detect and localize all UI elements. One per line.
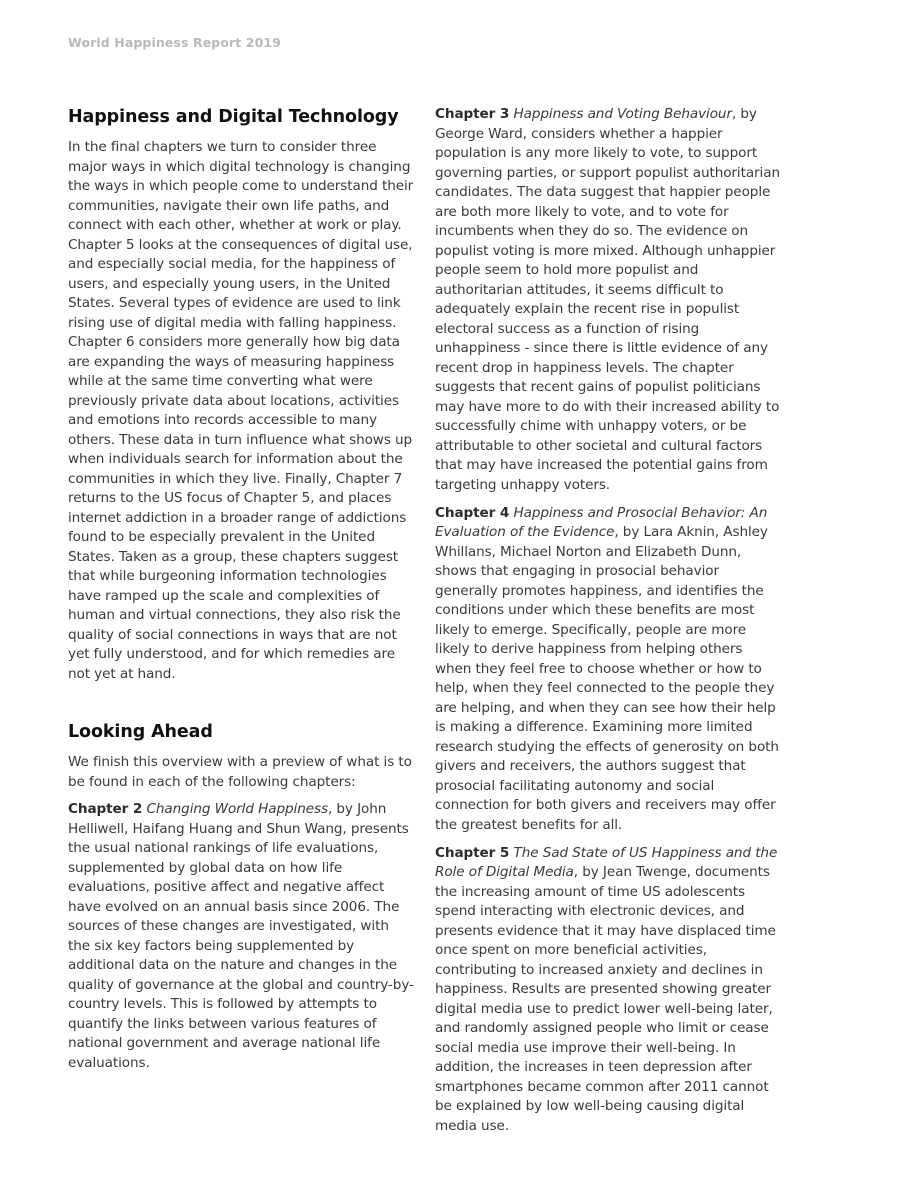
chapter-3-summary	[435, 105, 781, 495]
chapter-4-summary	[435, 504, 781, 836]
paragraph-digital-technology: In the final chapters we turn to consider three major ways in which digital technology is changing the ways in which people come to understand their communities, navigate their own life paths, and connect with each other, whether at work or play. Chapter 5 looks at the consequences of digital use, and especially social media, for the happiness of users, and especially young users, in the United States. Several types of evidence are used to link rising use of digital media with falling happiness. Chapter 6 considers more generally how big data are expanding the ways of measuring happiness while at the same time converting what were previously private data about locations, activities and emotions into records accessible to many others. These data in turn influence what shows up when individuals search for information about the communities in which they live. Finally, Chapter 7 returns to the US focus of Chapter 5, and places internet addiction in a broader range of addictions found to be especially prevalent in the United States. Taken as a group, these chapters suggest that while burgeoning information technologies have ramped up the scale and complexities of human and virtual connections, they also risk the quality of social connections in ways that are not yet fully understood, and for which remedies are not yet at hand.	[68, 139, 414, 682]
chapter-5-label: Chapter 5	[435, 844, 510, 861]
chapter-4-title: Happiness and Prosocial Behavior: An Evaluation of the Evidence	[435, 504, 768, 540]
left-column	[68, 105, 414, 1081]
chapter-5-title: The Sad State of US Happiness and the Role of Digital Media	[435, 844, 778, 880]
section-heading-digital-technology: Happiness and Digital Technology	[68, 107, 399, 127]
paragraph-looking-ahead-intro: We finish this overview with a preview of what is to be found in each of the following chapters:	[68, 754, 412, 790]
chapter-2-label: Chapter 2	[68, 801, 143, 817]
chapter-5-text: , by Jean Twenge, documents the increasing amount of time US adolescents spend interacting with electronic devices, and presents evidence that it may have displaced time once spent on more beneficial activities, contributing to increased anxiety and declines in happiness. Results are presented showing greater digital media use to predict lower well-being later, and randomly assigned people who limit or cease social media use improve their well-being. In addition, the increases in teen depression after smartphones became common after 2011 cannot be explained by low well-being causing digital media use.	[435, 864, 776, 1134]
chapter-3-label: Chapter 3	[435, 106, 510, 122]
chapter-2-title: Changing World Happiness	[146, 801, 328, 817]
section-heading-looking-ahead: Looking Ahead	[68, 722, 213, 742]
chapter-2-text: , by John Helliwell, Haifang Huang and Shun Wang, presents the usual national rankings of life evaluations, supplemented by global data on how life evaluations, positive affect and negative affect have evolved on an annual basis since 2006. The sources of these changes are investigated, with the six key factors being supplemented by additional data on the nature and changes in the quality of governance at the global and country-by-country levels. This is followed by attempts to quantify the links between various features of national government and average national life evaluations.	[68, 801, 414, 1071]
chapter-5-summary	[435, 844, 781, 1137]
chapter-4-text: , by Lara Aknin, Ashley Whillans, Michael Norton and Elizabeth Dunn, shows that engaging in prosocial behavior generally promotes happiness, and identifies the conditions under which these benefits are most likely to emerge. Specifically, people are more likely to derive happiness from helping others when they feel free to choose whether or how to help, when they feel connected to the people they are helping, and when they can see how their help is making a difference. Examining more limited research studying the effects of generosity on both givers and receivers, the authors suggest that prosocial facilitating autonomy and social connection for both givers and receivers may offer the greatest benefits for all.	[435, 524, 779, 833]
right-column	[435, 105, 781, 1145]
section-gap	[68, 692, 414, 720]
chapter-3-text: , by George Ward, considers whether a happier population is any more likely to vote, to support governing parties, or support populist authoritarian candidates. The data suggest that happier people are both more likely to vote, and to vote for incumbents when they do so. The evidence on populist voting is more mixed. Although unhappier people seem to hold more populist and authoritarian attitudes, it seems difficult to adequately explain the recent rise in populist electoral success as a function of rising unhappiness - since there is little evidence of any recent drop in happiness levels. The chapter suggests that recent gains of populist politicians may have more to do with their increased ability to successfully chime with unhappy voters, or be attributable to other societal and cultural factors that may have increased the potential gains from targeting unhappy voters.	[435, 106, 780, 493]
chapter-3-title: Happiness and Voting Behaviour	[513, 106, 732, 122]
running-head: World Happiness Report 2019	[68, 35, 281, 50]
chapter-4-label: Chapter 4	[435, 504, 510, 521]
chapter-2-summary	[68, 800, 414, 1073]
